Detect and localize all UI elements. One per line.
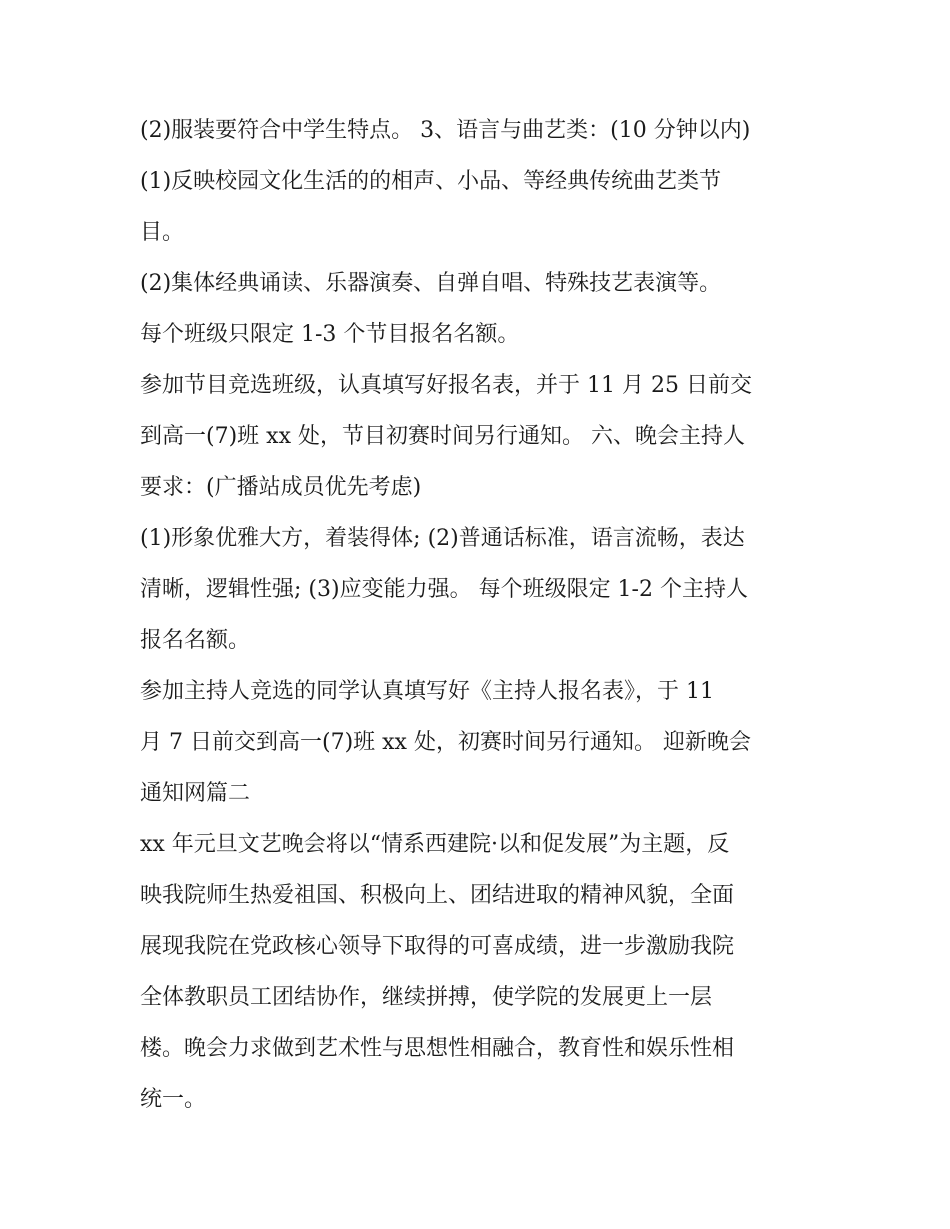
- text-line: 清晰，逻辑性强; (3)应变能力强。 每个班级限定 1-2 个主持人: [140, 577, 748, 602]
- text-line: 楼。晚会力求做到艺术性与思想性相融合，教育性和娱乐性相: [140, 1036, 735, 1061]
- document-body: [140, 105, 820, 1125]
- text-line: 映我院师生热爱祖国、积极向上、团结进取的精神风貌，全面: [140, 883, 735, 908]
- text-line: xx 年元旦文艺晚会将以“情系西建院·以和促发展”为主题，反: [140, 832, 730, 857]
- text-line: 到高一(7)班 xx 处，节目初赛时间另行通知。 六、晚会主持人: [140, 424, 745, 449]
- section-heading: 通知网篇二: [140, 781, 251, 806]
- text-line: 月 7 日前交到高一(7)班 xx 处，初赛时间另行通知。 迎新晚会: [140, 730, 751, 755]
- text-line: 参加主持人竞选的同学认真填写好《主持人报名表》，于 11: [140, 679, 714, 704]
- text-line: (1)形象优雅大方，着装得体; (2)普通话标准，语言流畅，表达: [140, 526, 745, 551]
- text-line: (2)服装要符合中学生特点。 3、语言与曲艺类：(10 分钟以内): [140, 118, 751, 143]
- text-line: (1)反映校园文化生活的的相声、小品、等经典传统曲艺类节: [140, 169, 722, 194]
- text-line: 每个班级只限定 1-3 个节目报名名额。: [140, 322, 520, 347]
- text-line: 全体教职员工团结协作，继续拼搏，使学院的发展更上一层: [140, 985, 713, 1010]
- text-line: 统一。: [140, 1087, 207, 1112]
- text-line: 要求：(广播站成员优先考虑): [140, 475, 422, 500]
- text-line: (2)集体经典诵读、乐器演奏、自弹自唱、特殊技艺表演等。: [140, 271, 722, 296]
- text-line: 目。: [140, 220, 185, 245]
- text-line: 展现我院在党政核心领导下取得的可喜成绩，进一步激励我院: [140, 934, 735, 959]
- text-line: 参加节目竞选班级，认真填写好报名表，并于 11 月 25 日前交: [140, 373, 752, 398]
- text-line: 报名名额。: [140, 628, 251, 653]
